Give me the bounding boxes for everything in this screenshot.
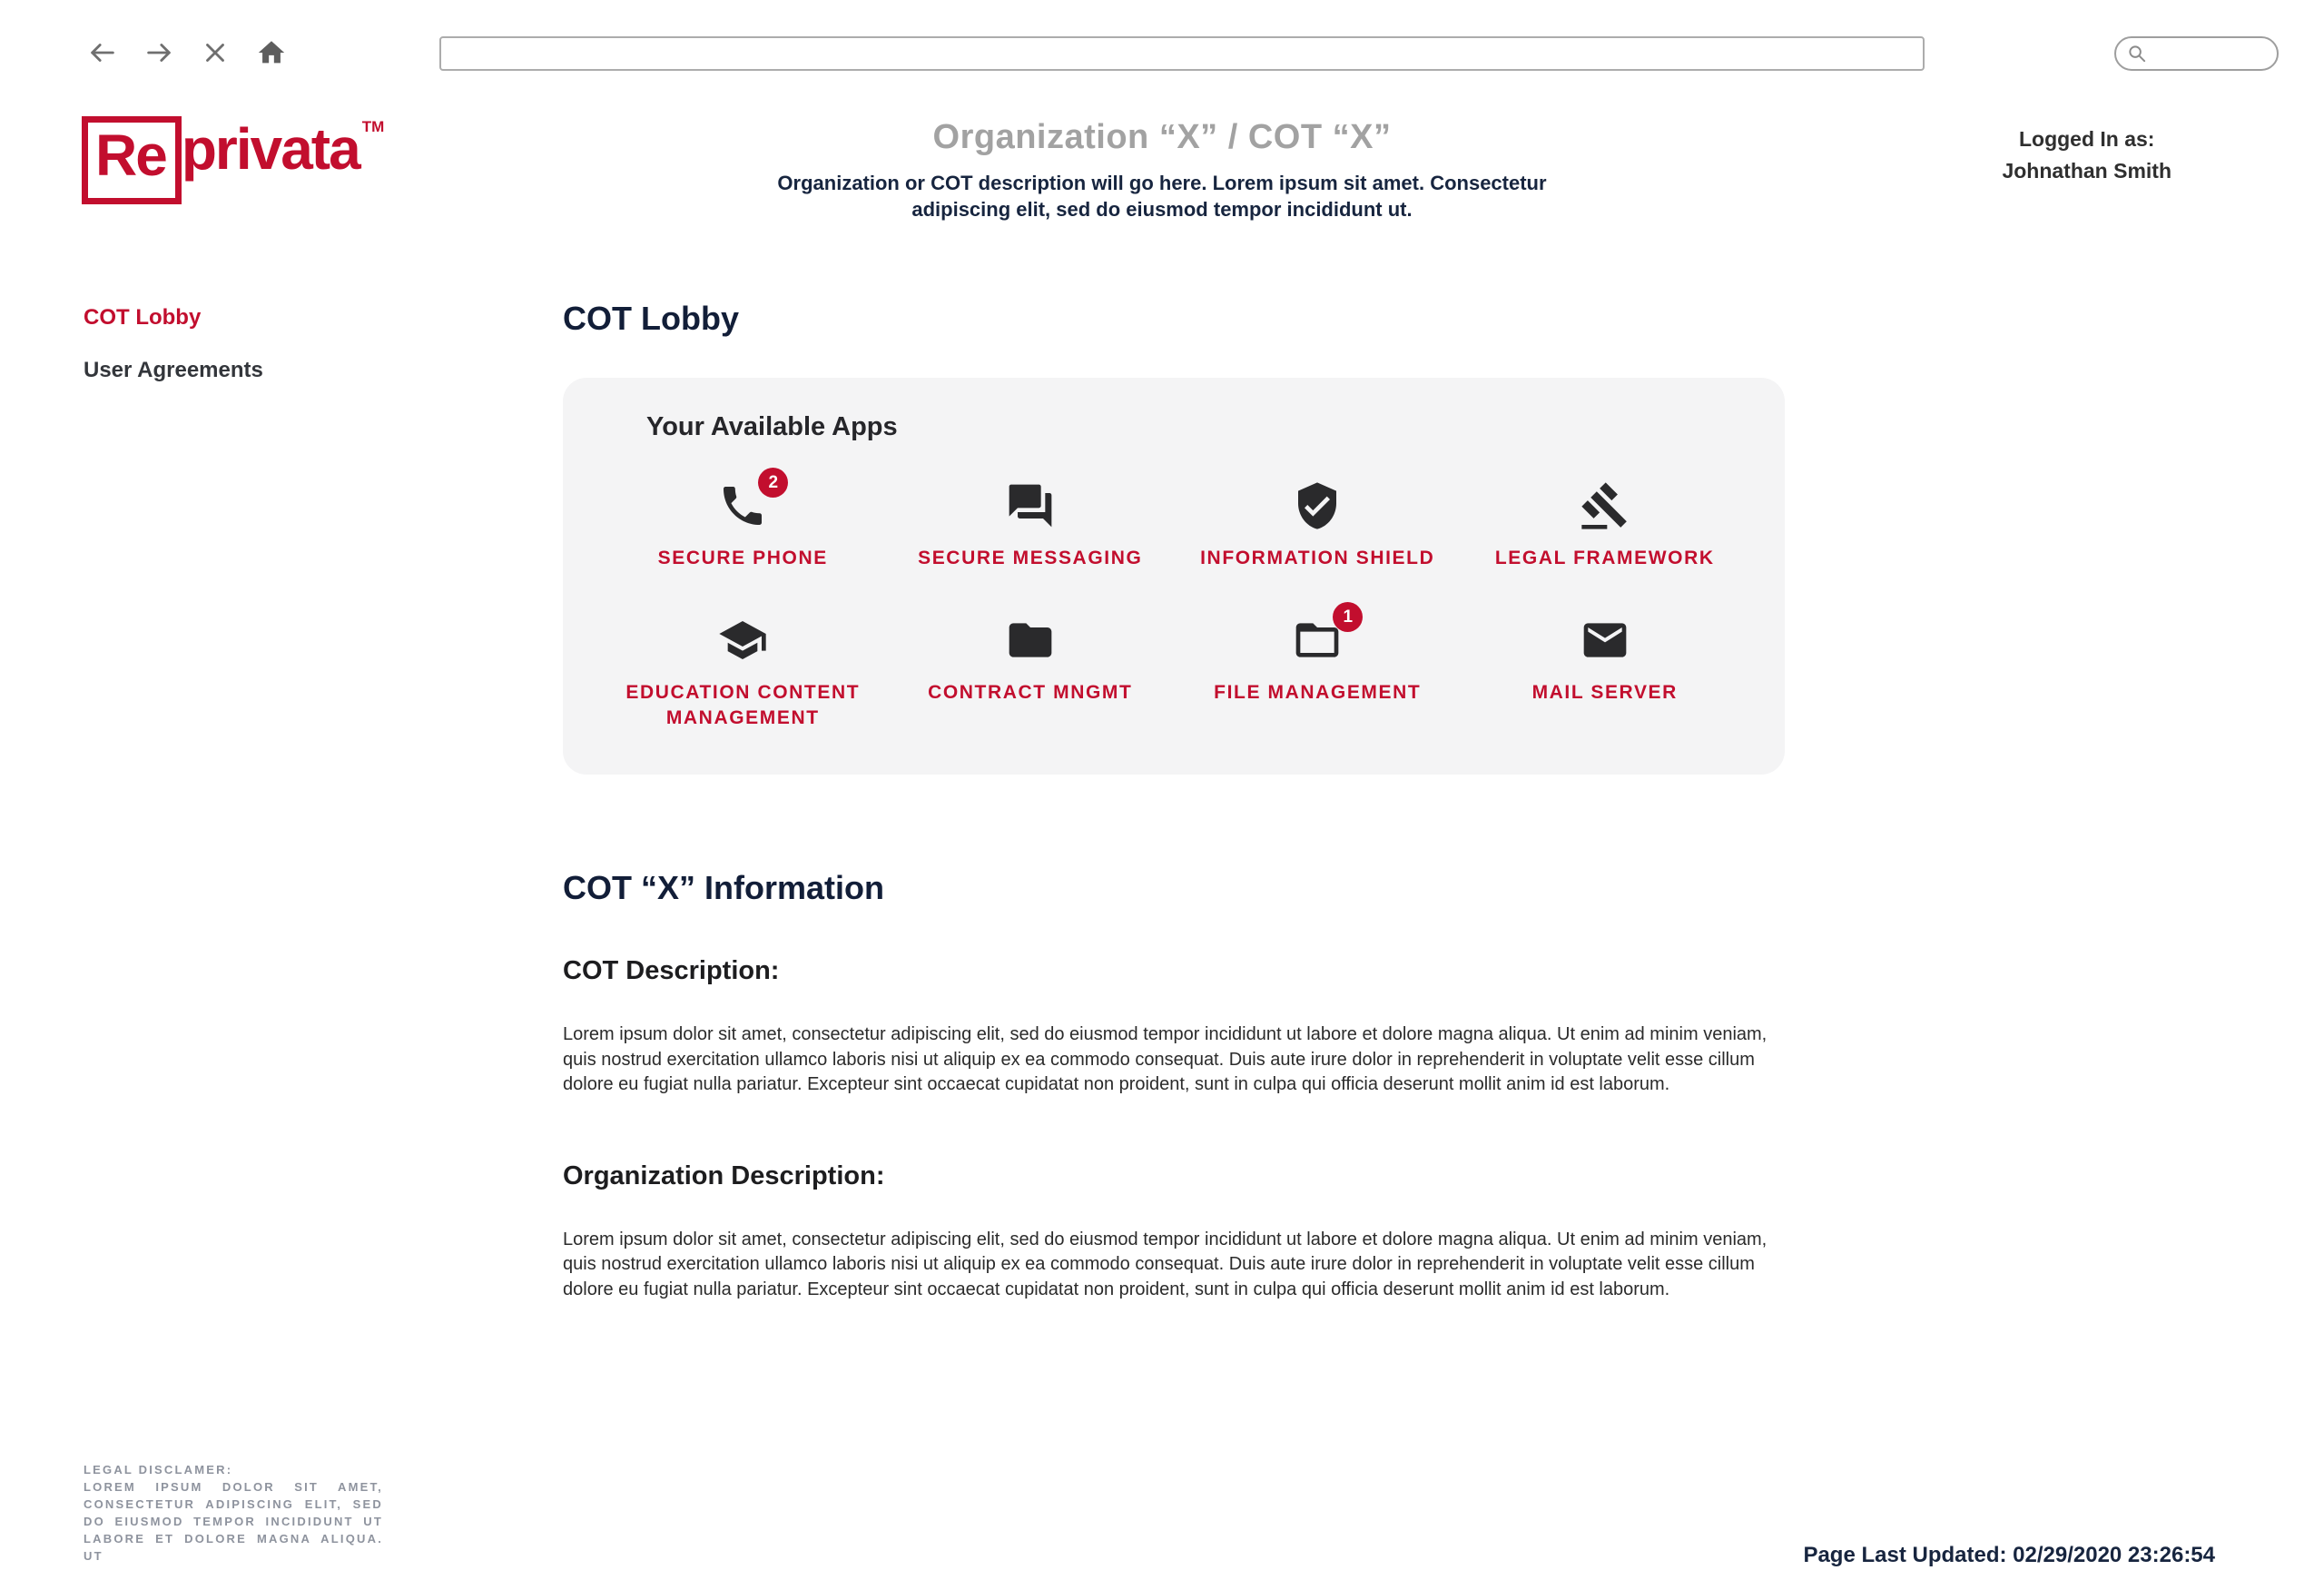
sidebar-item-cot-lobby[interactable]: COT Lobby xyxy=(84,305,202,330)
cot-information-title: COT “X” Information xyxy=(563,869,884,906)
logo-text: privata xyxy=(181,116,359,182)
search-input[interactable] xyxy=(2153,43,2266,65)
app-education-content-management[interactable] xyxy=(599,615,887,731)
available-apps-card xyxy=(563,378,1785,775)
app-label: FILE MANAGEMENT xyxy=(1214,682,1422,703)
home-icon[interactable] xyxy=(255,36,288,69)
logo-boxed-text: Re xyxy=(82,116,182,204)
organization-description-body: Lorem ipsum dolor sit amet, consectetur adipiscing elit, sed do eiusmod tempor incididunt ut labore et dolore magna aliqua. Ut enim ad minim veniam, quis nostrud exercitation ullamco laboris nisi ut aliquip ex ea commodo consequat. Duis aute irure dolor in reprehenderit in voluptate velit esse cillum dolore eu fugiat nulla pariatur. Excepteur sint occaecat cupidatat non proident, sunt in culpa qui officia deserunt mollit anim id est laborum. xyxy=(563,1229,1768,1299)
search-box xyxy=(2114,36,2279,71)
app-label: LEGAL FRAMEWORK xyxy=(1494,548,1715,568)
cot-information-section xyxy=(563,869,1785,1302)
main-content xyxy=(563,300,1785,1366)
app-legal-framework[interactable] xyxy=(1462,480,1749,571)
notification-badge: 1 xyxy=(1333,602,1363,632)
logged-in-label: Logged In as: xyxy=(2018,127,2155,151)
address-bar xyxy=(439,36,1925,71)
app-secure-messaging[interactable] xyxy=(887,480,1175,571)
legal-disclaimer-body: LOREM IPSUM DOLOR SIT AMET, CONSECTETUR ADIPISCING ELIT, SED DO EIUSMOD TEMPOR INCIDIDUNT UT LABORE ET DOLORE MAGNA ALIQUA. UT xyxy=(84,1480,383,1563)
shield-check-icon xyxy=(1292,480,1343,531)
page-last-updated: Page Last Updated: 02/29/2020 23:26:54 xyxy=(1803,1543,2215,1567)
app-file-management[interactable] xyxy=(1174,607,1462,731)
address-input[interactable] xyxy=(439,36,1925,71)
browser-nav-icons xyxy=(86,36,288,69)
app-information-shield[interactable] xyxy=(1174,480,1462,571)
cot-description-body: Lorem ipsum dolor sit amet, consectetur adipiscing elit, sed do eiusmod tempor incididunt ut labore et dolore magna aliqua. Ut enim ad minim veniam, quis nostrud exercitation ullamco laboris nisi ut aliquip ex ea commodo consequat. Duis aute irure dolor in reprehenderit in voluptate velit esse cillum dolore eu fugiat nulla pariatur. Excepteur sint occaecat cupidatat non proident, sunt in culpa qui officia deserunt mollit anim id est laborum. xyxy=(563,1024,1768,1094)
organization-description-heading: Organization Description: xyxy=(563,1160,885,1190)
apps-card-title: Your Available Apps xyxy=(646,412,898,441)
reprivata-logo xyxy=(82,116,384,204)
sidebar xyxy=(84,305,263,410)
app-label: INFORMATION SHIELD xyxy=(1200,548,1435,568)
logged-in-block xyxy=(2002,123,2171,187)
graduation-cap-icon xyxy=(717,615,768,666)
app-contract-mngmt[interactable] xyxy=(887,615,1175,731)
app-label: SECURE MESSAGING xyxy=(918,548,1143,568)
apps-grid xyxy=(599,472,1748,731)
legal-disclaimer xyxy=(84,1461,383,1565)
page-header xyxy=(663,118,1661,222)
gavel-icon xyxy=(1580,480,1630,531)
page-title: COT Lobby xyxy=(563,300,739,337)
forward-icon[interactable] xyxy=(143,36,175,69)
app-label: EDUCATION CONTENT MANAGEMENT xyxy=(625,682,861,728)
app-secure-phone[interactable] xyxy=(599,472,887,571)
secure-messaging-icon xyxy=(1005,480,1056,531)
cot-description-heading: COT Description: xyxy=(563,956,780,985)
legal-disclaimer-title: LEGAL DISCLAMER: xyxy=(84,1463,233,1476)
notification-badge: 2 xyxy=(758,468,788,498)
app-mail-server[interactable] xyxy=(1462,615,1749,731)
app-label: MAIL SERVER xyxy=(1531,682,1678,703)
org-cot-subtitle: Organization or COT description will go here. Lorem ipsum sit amet. Consectetur adipiscing elit, sed do eiusmod tempor incididunt ut. xyxy=(777,172,1547,221)
sidebar-item-user-agreements[interactable]: User Agreements xyxy=(84,358,263,382)
folder-filled-icon xyxy=(1005,615,1056,666)
app-label: CONTRACT MNGMT xyxy=(928,682,1133,703)
search-icon xyxy=(2127,44,2148,64)
logo-trademark: TM xyxy=(361,118,385,135)
back-icon[interactable] xyxy=(86,36,119,69)
org-cot-title: Organization “X” / COT “X” xyxy=(932,118,1392,156)
logged-in-user: Johnathan Smith xyxy=(2002,159,2171,183)
close-icon[interactable] xyxy=(199,36,231,69)
mail-icon xyxy=(1580,615,1630,666)
app-label: SECURE PHONE xyxy=(657,548,828,568)
